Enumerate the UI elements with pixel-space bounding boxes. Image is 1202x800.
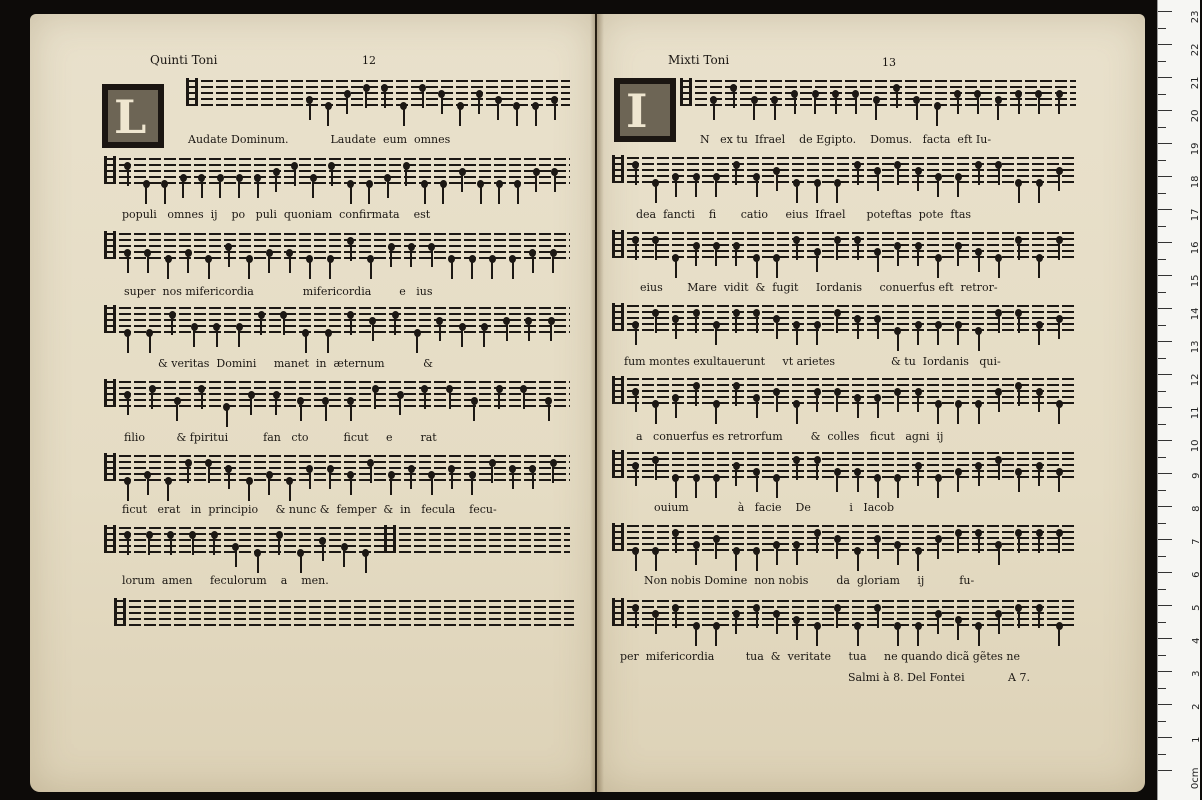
- left-initial-letter: L: [102, 84, 164, 148]
- music-staff: [104, 233, 570, 259]
- book-gutter: [590, 14, 604, 792]
- ruler-mark: 17: [1190, 208, 1202, 222]
- music-staff: [612, 305, 1076, 331]
- music-staff: [186, 80, 570, 106]
- music-staff: [104, 307, 570, 333]
- measuring-ruler: [1157, 0, 1200, 800]
- clef-icon: [104, 525, 116, 553]
- left-lyric-line: Audate Dominum. Laudate eum omnes: [188, 133, 451, 146]
- clef-icon: [384, 525, 396, 553]
- ruler-mark: 8: [1190, 505, 1202, 512]
- ruler-mark: 23: [1190, 10, 1202, 24]
- right-lyric-line: N ex tu Ifrael de Egipto. Domus. facta eft Iu-: [700, 133, 992, 146]
- clef-icon: [612, 376, 624, 404]
- right-signature: A 7.: [1008, 671, 1030, 684]
- right-lyric-line: a conuerfus es retrorfum & colles ficut agni ij: [636, 430, 944, 443]
- right-lyric-line: per mifericordia tua & veritate tua ne quando dicã gẽtes ne: [620, 650, 1021, 663]
- ruler-mark: 10: [1190, 439, 1202, 453]
- music-staff: [114, 600, 574, 626]
- ruler-mark: 4: [1190, 637, 1202, 644]
- ruler-mark: 18: [1190, 175, 1202, 189]
- left-lyric-line: super nos mifericordia mifericordia e ius: [124, 285, 433, 298]
- ruler-mark: 13: [1190, 340, 1202, 354]
- ruler-mark: 15: [1190, 274, 1202, 288]
- left-lyric-line: & veritas Domini manet in æternum &: [158, 357, 433, 370]
- music-staff: [612, 378, 1076, 404]
- right-header: Mixti Toni: [668, 53, 730, 67]
- ruler-mark: 22: [1190, 43, 1202, 57]
- ruler-mark: 19: [1190, 142, 1202, 156]
- left-lyric-line: populi omnes ij po puli quoniam confirmata est: [122, 208, 431, 221]
- ruler-mark: 11: [1190, 406, 1202, 420]
- music-staff: [104, 455, 570, 481]
- ruler-mark: 6: [1190, 571, 1202, 578]
- clef-icon: [104, 231, 116, 259]
- music-staff: [612, 525, 1076, 551]
- ruler-mark: 14: [1190, 307, 1202, 321]
- clef-icon: [186, 78, 198, 106]
- clef-icon: [114, 598, 126, 626]
- ruler-unit-label: 0cm: [1190, 767, 1202, 790]
- left-lyric-line: lorum amen feculorum a men.: [122, 574, 329, 587]
- music-staff: [612, 232, 1076, 258]
- ruler-mark: 9: [1190, 472, 1202, 479]
- ruler-mark: 12: [1190, 373, 1202, 387]
- ruler-mark: 3: [1190, 670, 1202, 677]
- clef-icon: [104, 156, 116, 184]
- right-initial-letter: I: [614, 78, 676, 142]
- ruler-mark: 2: [1190, 703, 1202, 710]
- music-staff: [384, 527, 570, 553]
- music-staff: [612, 157, 1076, 183]
- music-staff: [104, 158, 570, 184]
- right-footer: Salmi à 8. Del Fontei: [848, 671, 965, 684]
- music-staff: [612, 600, 1076, 626]
- right-lyric-line: fum montes exultauerunt vt arietes & tu Iordanis qui-: [624, 355, 1001, 368]
- music-staff: [680, 80, 1076, 106]
- left-lyric-line: filio & fpiritui fan cto ficut e rat: [124, 431, 437, 444]
- ruler-mark: 20: [1190, 109, 1202, 123]
- left-lyric-line: ficut erat in principio & nunc & femper & in fecula fecu-: [122, 503, 497, 516]
- right-page-number: 13: [882, 56, 896, 69]
- clef-icon: [680, 78, 692, 106]
- music-staff: [104, 381, 570, 407]
- ruler-mark: 1: [1190, 736, 1202, 743]
- left-header: Quinti Toni: [150, 53, 218, 67]
- ruler-mark: 21: [1190, 76, 1202, 90]
- left-page-number: 12: [362, 54, 376, 67]
- clef-icon: [612, 230, 624, 258]
- ruler-mark: 7: [1190, 538, 1202, 545]
- clef-icon: [612, 450, 624, 478]
- right-lyric-line: eius Mare vidit & fugit Iordanis conuerfus eft retror-: [640, 281, 998, 294]
- right-lyric-line: ouium à facie De i Iacob: [654, 501, 895, 514]
- clef-icon: [104, 305, 116, 333]
- ruler-mark: 5: [1190, 604, 1202, 611]
- clef-icon: [612, 598, 624, 626]
- right-lyric-line: dea fancti fi catio eius Ifrael poteftas pote ftas: [636, 208, 972, 221]
- ruler-mark: 16: [1190, 241, 1202, 255]
- clef-icon: [104, 453, 116, 481]
- clef-icon: [612, 523, 624, 551]
- clef-icon: [612, 303, 624, 331]
- right-lyric-line: Non nobis Domine non nobis da gloriam ij fu-: [644, 574, 975, 587]
- clef-icon: [104, 379, 116, 407]
- clef-icon: [612, 155, 624, 183]
- music-staff: [612, 452, 1076, 478]
- music-staff: [104, 527, 384, 553]
